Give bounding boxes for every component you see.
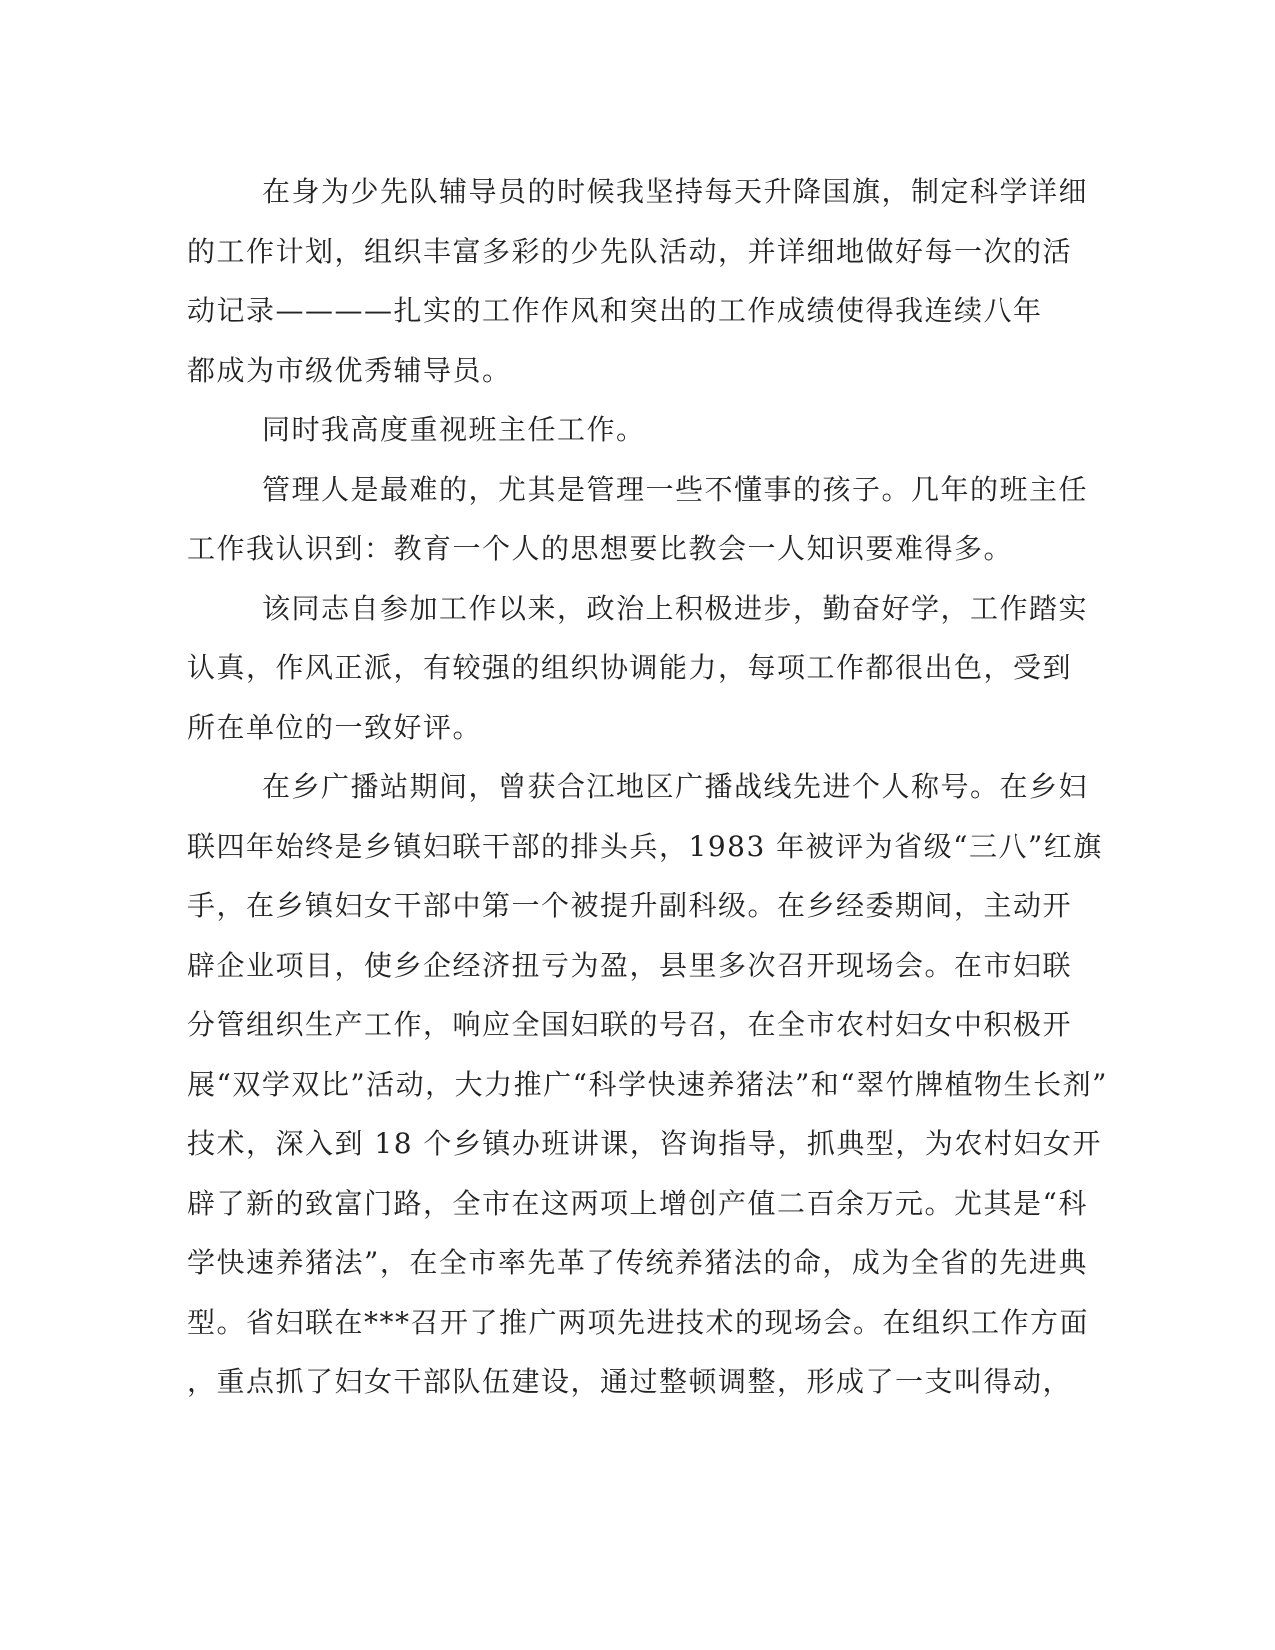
text-line: ，重点抓了妇女干部队伍建设，通过整顿调整，形成了一支叫得动，	[187, 1365, 1073, 1398]
text-line: 所在单位的一致好评。	[187, 710, 483, 744]
text-line: 联四年始终是乡镇妇联干部的排头兵，1983 年被评为省级“三八”红旗	[187, 829, 1103, 863]
text-line: 手，在乡镇妇女干部中第一个被提升副科级。在乡经委期间，主动开	[187, 889, 1073, 922]
text-line: 同时我高度重视班主任工作。	[262, 413, 646, 446]
text-line: 分管组织生产工作，响应全国妇联的号召，在全市农村妇女中积极开	[187, 1008, 1073, 1041]
text-line: 的工作计划，组织丰富多彩的少先队活动，并详细地做好每一次的活	[187, 234, 1073, 268]
paragraph	[187, 579, 1087, 758]
text-line: 学快速养猪法”，在全市率先革了传统养猪法的命，成为全省的先进典	[187, 1246, 1088, 1279]
text-line: 管理人是最难的，尤其是管理一些不懂事的孩子。几年的班主任	[262, 472, 1089, 506]
text-line: 都成为市级优秀辅导员。	[187, 353, 512, 387]
text-line: 在身为少先队辅导员的时候我坚持每天升降国旗，制定科学详细	[262, 175, 1089, 208]
text-line: 技术，深入到 18 个乡镇办班讲课，咨询指导，抓典型，为农村妇女开	[187, 1127, 1102, 1160]
text-line: 展“双学双比”活动，大力推广“科学快速养猪法”和“翠竹牌植物生长剂”	[187, 1067, 1108, 1101]
text-line: 在乡广播站期间，曾获合江地区广播战线先进个人称号。在乡妇	[262, 770, 1089, 803]
document-body	[187, 162, 1108, 1412]
text-line: 动记录————扎实的工作作风和突出的工作成绩使得我连续八年	[187, 294, 1043, 327]
text-line: 工作我认识到：教育一个人的思想要比教会一人知识要难得多。	[187, 532, 1014, 565]
text-line: 型。省妇联在***召开了推广两项先进技术的现场会。在组织工作方面	[187, 1305, 1090, 1339]
text-line: 该同志自参加工作以来，政治上积极进步，勤奋好学，工作踏实	[262, 591, 1089, 625]
text-line: 辟企业项目，使乡企经济扭亏为盈，县里多次召开现场会。在市妇联	[187, 948, 1073, 982]
paragraph	[187, 757, 1108, 1412]
paragraph	[187, 460, 1087, 579]
text-line: 辟了新的致富门路，全市在这两项上增创产值二百余万元。尤其是“科	[187, 1186, 1088, 1220]
paragraph	[187, 400, 1087, 460]
paragraph	[187, 162, 1087, 400]
text-line: 认真，作风正派，有较强的组织协调能力，每项工作都很出色，受到	[187, 651, 1073, 684]
